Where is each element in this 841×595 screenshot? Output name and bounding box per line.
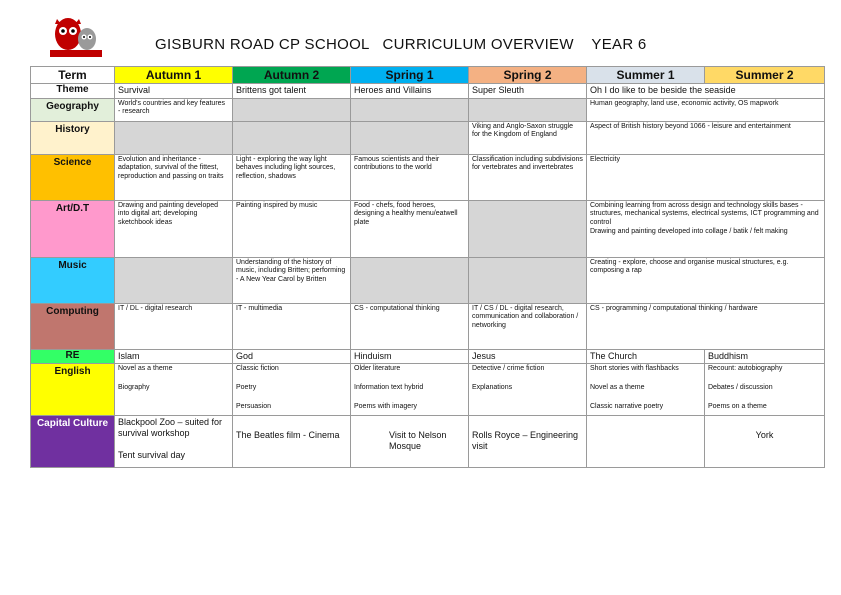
music-spring1 — [351, 257, 469, 303]
capital-autumn1-line1: Blackpool Zoo – suited for survival workshop — [118, 417, 223, 439]
english-spring1-item: Information text hybrid — [354, 383, 424, 391]
small-owl-icon — [78, 28, 96, 50]
english-summer1-item: Novel as a theme — [590, 383, 645, 391]
history-label: History — [31, 121, 115, 154]
english-label: English — [31, 364, 115, 416]
music-summer: Creating - explore, choose and organise musical structures, e.g. composing a rap — [587, 257, 825, 303]
autumn2-header: Autumn 2 — [233, 67, 351, 84]
music-autumn1 — [115, 257, 233, 303]
music-row — [31, 257, 825, 303]
autumn1-header: Autumn 1 — [115, 67, 233, 84]
english-autumn1 — [115, 364, 233, 416]
english-summer1-item: Classic narrative poetry — [590, 402, 664, 410]
music-spring2 — [469, 257, 587, 303]
theme-spring2: Super Sleuth — [469, 84, 587, 99]
re-spring2: Jesus — [469, 349, 587, 364]
spring1-header: Spring 1 — [351, 67, 469, 84]
geography-autumn2 — [233, 98, 351, 121]
art-spring2 — [469, 200, 587, 257]
computing-summer: CS - programming / computational thinking / hardware — [587, 303, 825, 349]
english-summer2-item: Recount: autobiography — [708, 365, 783, 372]
theme-autumn1: Survival — [115, 84, 233, 99]
english-spring2-item: Detective / crime fiction — [472, 365, 545, 372]
history-summer: Aspect of British history beyond 1066 - leisure and entertainment — [587, 121, 825, 154]
curriculum-table — [30, 66, 825, 468]
music-autumn2: Understanding of the history of music, including Britten; performing - A New Year Carol by Britten — [233, 257, 351, 303]
english-spring2-item: Explanations — [472, 383, 513, 391]
english-row — [31, 364, 825, 416]
art-spring1: Food - chefs, food heroes, designing a healthy menu/eatwell plate — [351, 200, 469, 257]
capital-autumn1-line2: Tent survival day — [118, 449, 186, 460]
english-spring1-item: Older literature — [354, 365, 401, 372]
art-summer-line2: Drawing and painting developed into collage / batik / felt making — [590, 227, 788, 235]
science-summer: Electricity — [587, 154, 825, 200]
summer1-header: Summer 1 — [587, 67, 705, 84]
capital-summer1 — [587, 416, 705, 468]
art-summer — [587, 200, 825, 257]
science-spring1: Famous scientists and their contributions to the world — [351, 154, 469, 200]
re-row — [31, 349, 825, 364]
computing-autumn2: IT - multimedia — [233, 303, 351, 349]
history-spring2: Viking and Anglo-Saxon struggle for the Kingdom of England — [469, 121, 587, 154]
capital-spring2: Rolls Royce – Engineering visit — [469, 416, 587, 468]
re-autumn1: Islam — [115, 349, 233, 364]
geography-spring2 — [469, 98, 587, 121]
english-autumn2-item: Poetry — [236, 383, 257, 391]
english-spring1-item: Poems with imagery — [354, 402, 418, 410]
english-autumn2-item: Classic fiction — [236, 365, 279, 372]
history-spring1 — [351, 121, 469, 154]
computing-row — [31, 303, 825, 349]
geography-autumn1: World's countries and key features - research — [115, 98, 233, 121]
re-label: RE — [31, 349, 115, 364]
term-header: Term — [31, 67, 115, 84]
capital-culture-row — [31, 416, 825, 468]
logo-banner — [50, 50, 102, 57]
capital-summer2: York — [705, 416, 825, 468]
re-spring1: Hinduism — [351, 349, 469, 364]
summer2-header: Summer 2 — [705, 67, 825, 84]
science-label: Science — [31, 154, 115, 200]
geography-label: Geography — [31, 98, 115, 121]
geography-summer: Human geography, land use, economic activity, OS mapwork — [587, 98, 825, 121]
science-autumn1: Evolution and inheritance - adaptation, survival of the fittest, reproduction and passing on traits — [115, 154, 233, 200]
re-autumn2: God — [233, 349, 351, 364]
page-title: GISBURN ROAD CP SCHOOL CURRICULUM OVERVIEW YEAR 6 — [155, 36, 647, 53]
re-summer1: The Church — [587, 349, 705, 364]
history-autumn2 — [233, 121, 351, 154]
art-autumn1: Drawing and painting developed into digital art; developing sketchbook ideas — [115, 200, 233, 257]
geography-row — [31, 98, 825, 121]
english-autumn1-item: Biography — [118, 383, 150, 391]
english-autumn2-item: Persuasion — [236, 402, 272, 410]
re-summer2: Buddhism — [705, 349, 825, 364]
art-autumn2: Painting inspired by music — [233, 200, 351, 257]
art-label: Art/D.T — [31, 200, 115, 257]
theme-spring1: Heroes and Villains — [351, 84, 469, 99]
history-autumn1 — [115, 121, 233, 154]
science-row — [31, 154, 825, 200]
theme-row — [31, 84, 825, 99]
english-summer2-item: Poems on a theme — [708, 402, 767, 410]
art-row — [31, 200, 825, 257]
english-summer1-item: Short stories with flashbacks — [590, 365, 679, 372]
geography-spring1 — [351, 98, 469, 121]
english-autumn1-item: Novel as a theme — [118, 365, 173, 372]
english-summer1 — [587, 364, 705, 416]
theme-autumn2: Brittens got talent — [233, 84, 351, 99]
history-row — [31, 121, 825, 154]
english-spring1 — [351, 364, 469, 416]
capital-autumn1 — [115, 416, 233, 468]
english-autumn2 — [233, 364, 351, 416]
english-spring2 — [469, 364, 587, 416]
spring2-header: Spring 2 — [469, 67, 587, 84]
theme-summer: Oh I do like to be beside the seaside — [587, 84, 825, 99]
science-autumn2: Light - exploring the way light behaves including light sources, reflection, shadows — [233, 154, 351, 200]
capital-spring1: Visit to Nelson Mosque — [351, 416, 469, 468]
computing-spring2: IT / CS / DL - digital research, communication and collaboration / networking — [469, 303, 587, 349]
art-summer-line1: Combining learning from across design and technology skills bases - structures, mechanical systems, electrical systems, ICT programming and control — [590, 201, 819, 226]
computing-spring1: CS - computational thinking — [351, 303, 469, 349]
theme-label: Theme — [31, 84, 115, 99]
english-summer2 — [705, 364, 825, 416]
science-spring2: Classification including subdivisions for vertebrates and invertebrates — [469, 154, 587, 200]
computing-autumn1: IT / DL - digital research — [115, 303, 233, 349]
capital-autumn2: The Beatles film - Cinema — [233, 416, 351, 468]
term-header-row — [31, 67, 825, 84]
school-logo — [50, 14, 102, 64]
music-label: Music — [31, 257, 115, 303]
english-summer2-item: Debates / discussion — [708, 383, 773, 391]
computing-label: Computing — [31, 303, 115, 349]
capital-culture-label: Capital Culture — [31, 416, 115, 468]
